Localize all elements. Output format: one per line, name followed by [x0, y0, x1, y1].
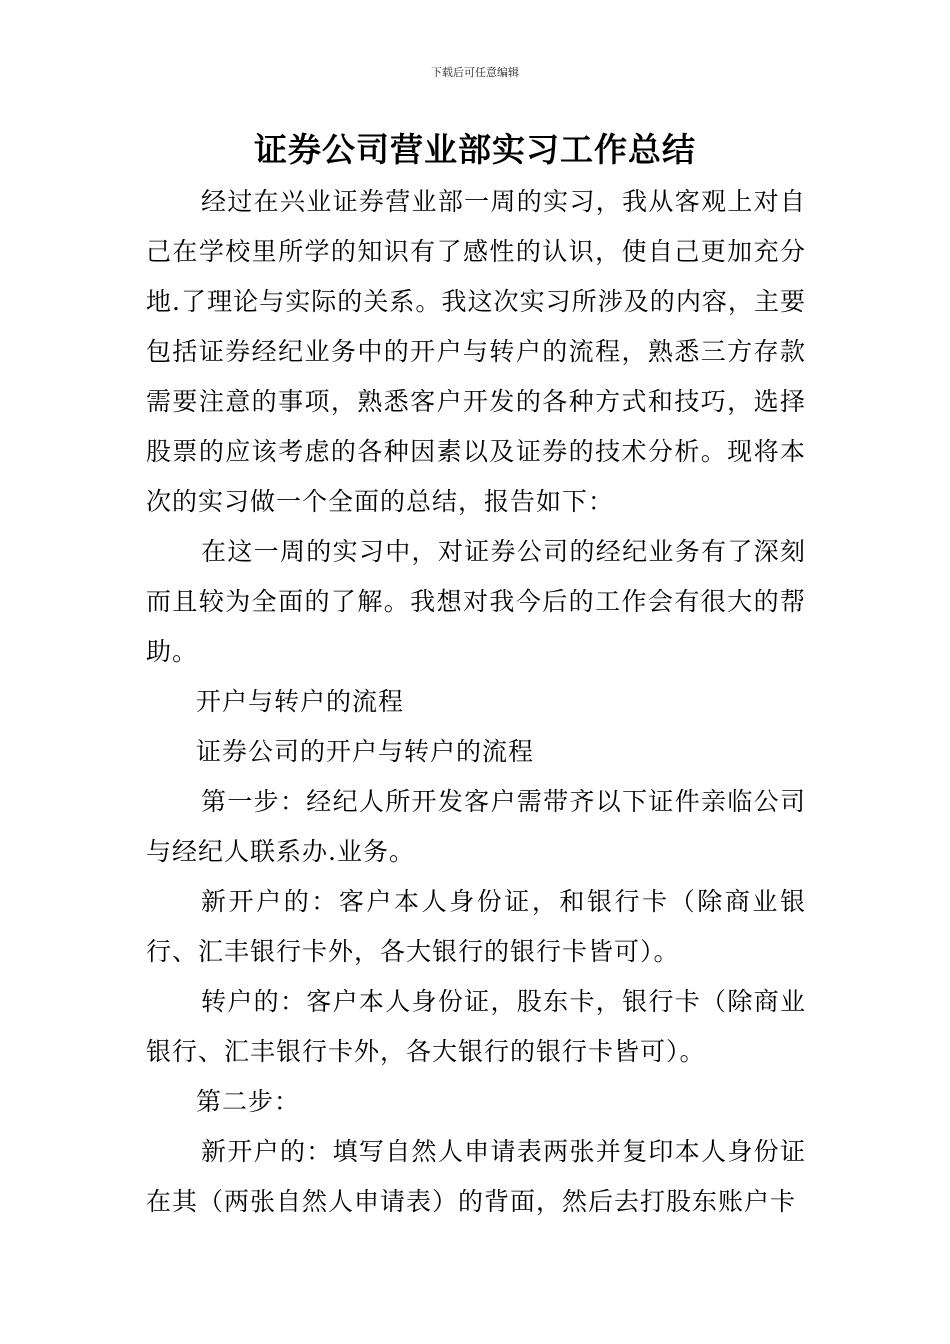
paragraph-new-account-step-two: 新开户的：填写自然人申请表两张并复印本人身份证在其（两张自然人申请表）的背面，然后去打股东账户卡 — [146, 1137, 806, 1216]
document-body — [146, 177, 806, 1227]
paragraph-new-account: 新开户的：客户本人身份证，和银行卡（除商业银行、汇丰银行卡外，各大银行的银行卡皆可）。 — [146, 887, 806, 966]
paragraph-summary: 在这一周的实习中，对证券公司的经纪业务有了深刻而且较为全面的了解。我想对我今后的工作会有很大的帮助。 — [146, 537, 806, 666]
section-heading-process: 开户与转户的流程 — [196, 687, 405, 716]
header-note: 下载后可任意编辑 — [431, 66, 519, 79]
paragraph-transfer-account: 转户的：客户本人身份证，股东卡，银行卡（除商业银行、汇丰银行卡外，各大银行的银行卡皆可）。 — [146, 987, 806, 1066]
section-step-two: 第二步： — [196, 1087, 301, 1116]
document-title: 证券公司营业部实习工作总结 — [254, 130, 696, 169]
section-subheading-process: 证券公司的开户与转户的流程 — [196, 737, 535, 766]
paragraph-step-one: 第一步：经纪人所开发客户需带齐以下证件亲临公司与经纪人联系办.业务。 — [146, 787, 806, 866]
paragraph-intro: 经过在兴业证券营业部一周的实习，我从客观上对自己在学校里所学的知识有了感性的认识，使自己更加充分地.了理论与实际的关系。我这次实习所涉及的内容，主要包括证券经纪业务中的开户与转户的流程，熟悉三方存款需要注意的事项，熟悉客户开发的各种方式和技巧，选择股票的应该考虑的各种因素以及证券的技术分析。现将本次的实习做一个全面的总结，报告如下： — [146, 187, 806, 516]
